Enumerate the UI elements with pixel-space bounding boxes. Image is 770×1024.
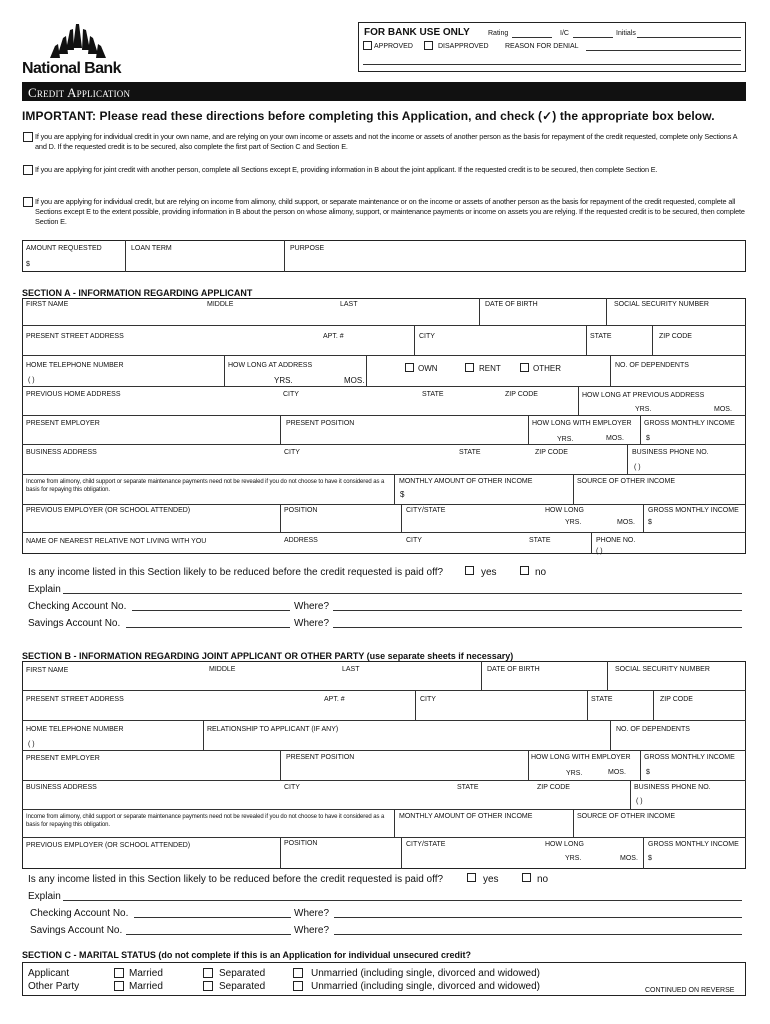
instruction-2: If you are applying for joint credit with another person, complete all Sections except E, providing information in B about the joint applicant. If the requested credit is to be secured, then complete Section E. (35, 165, 658, 174)
b-savings-where-label: Where? (294, 925, 330, 936)
relative-city-label[interactable]: CITY (406, 537, 422, 544)
rent-label: RENT (479, 364, 501, 373)
ic-line (573, 37, 613, 38)
bank-use-title: FOR BANK USE ONLY (364, 27, 470, 38)
prev-emp-mos: MOS. (617, 519, 635, 526)
other-separated-checkbox[interactable] (203, 981, 213, 991)
bus-zip-label[interactable]: ZIP CODE (535, 449, 568, 456)
b-prev-employer-label[interactable]: PREVIOUS EMPLOYER (OR SCHOOL ATTENDED) (26, 842, 191, 849)
dob-label[interactable]: DATE OF BIRTH (485, 301, 538, 308)
instruction-checkbox-2[interactable] (23, 165, 33, 175)
explain-label: Explain (28, 584, 61, 595)
divider (643, 504, 644, 532)
income-reduced-yes: yes (481, 567, 497, 578)
divider (22, 809, 746, 810)
prev-position-label[interactable]: POSITION (284, 507, 318, 514)
divider (22, 444, 746, 445)
divider (280, 750, 281, 780)
addr-yrs: YRS. (274, 376, 293, 385)
divider (528, 415, 529, 444)
prev-gross-label[interactable]: GROSS MONTHLY INCOME (648, 507, 739, 514)
divider (607, 661, 608, 690)
divider (22, 355, 746, 356)
divider (22, 415, 746, 416)
prev-how-long-label[interactable]: HOW LONG (545, 507, 584, 514)
title-banner (22, 82, 746, 101)
b-explain-label: Explain (28, 891, 61, 902)
b-checking-where-label: Where? (294, 908, 330, 919)
b-ssn-label[interactable]: SOCIAL SECURITY NUMBER (615, 666, 710, 673)
divider (606, 298, 607, 325)
b-source-other-label[interactable]: SOURCE OF OTHER INCOME (577, 813, 676, 820)
b-bus-state-label[interactable]: STATE (457, 784, 479, 791)
divider (280, 837, 281, 869)
b-income-reduced-question: Is any income listed in this Section likely to be reduced before the credit requested is paid off? (28, 874, 444, 885)
other-married-label: Married (129, 981, 163, 992)
income-reduced-no: no (535, 567, 547, 578)
b-prev-how-long-label[interactable]: HOW LONG (545, 841, 584, 848)
divider (640, 750, 641, 780)
b-savings-label: Savings Account No. (30, 925, 123, 936)
applicant-separated-label: Separated (219, 968, 266, 979)
income-reduced-question: Is any income listed in this Section likely to be reduced before the credit requested is paid off? (28, 567, 444, 578)
b-gross-dollar: $ (646, 769, 650, 776)
b-checking-label: Checking Account No. (30, 908, 129, 919)
divider (22, 750, 746, 751)
b-prev-city-state-label[interactable]: CITY/STATE (406, 841, 446, 848)
divider (394, 474, 395, 504)
bank-logo-icon (22, 22, 142, 62)
rating-label: Rating (488, 30, 509, 37)
home-phone-label[interactable]: HOME TELEPHONE NUMBER (26, 362, 124, 369)
initials-label: Initials (616, 30, 636, 37)
checking-where-label: Where? (294, 601, 330, 612)
b-prev-gross-dollar: $ (648, 855, 652, 862)
reason-line[interactable] (586, 50, 741, 51)
prev-mos: MOS. (714, 406, 732, 413)
b-income-reduced-no: no (537, 874, 549, 885)
b-apt-label[interactable]: APT. # (324, 696, 345, 703)
section-a-form (22, 298, 746, 554)
section-b-title: SECTION B - INFORMATION REGARDING JOINT APPLICANT OR OTHER PARTY (use separate sheets if necessary) (22, 651, 514, 661)
b-savings-field[interactable] (126, 934, 291, 935)
bank-use-line-2[interactable] (363, 64, 741, 65)
applicant-married-label: Married (129, 968, 163, 979)
divider (22, 504, 746, 505)
emp-mos: MOS. (606, 435, 624, 442)
street-label[interactable]: PRESENT STREET ADDRESS (26, 333, 124, 340)
monthly-other-label[interactable]: MONTHLY AMOUNT OF OTHER INCOME (399, 478, 533, 485)
savings-where-label: Where? (294, 618, 330, 629)
section-c-title: SECTION C - MARITAL STATUS (do not complete if this is an Application for individual unsecured credit? (22, 950, 472, 960)
amount-requested-label: AMOUNT REQUESTED (26, 245, 102, 252)
divider (652, 325, 653, 355)
b-street-label[interactable]: PRESENT STREET ADDRESS (26, 696, 124, 703)
b-relationship-label[interactable]: RELATIONSHIP TO APPLICANT (IF ANY) (207, 726, 339, 733)
b-position-label[interactable]: PRESENT POSITION (286, 754, 355, 761)
applicant-married-checkbox[interactable] (114, 968, 124, 978)
other-checkbox[interactable] (520, 363, 529, 372)
b-prev-emp-mos: MOS. (620, 855, 638, 862)
b-bus-zip-label[interactable]: ZIP CODE (537, 784, 570, 791)
savings-field[interactable] (126, 627, 290, 628)
b-last-label[interactable]: LAST (342, 666, 360, 673)
b-city-label[interactable]: CITY (420, 696, 436, 703)
relative-state-label[interactable]: STATE (529, 537, 551, 544)
disapproved-label: DISAPPROVED (438, 43, 489, 50)
own-checkbox[interactable] (405, 363, 414, 372)
how-long-address-label[interactable]: HOW LONG AT ADDRESS (228, 362, 313, 369)
relative-phone-paren: ( ) (596, 548, 603, 555)
bus-city-label[interactable]: CITY (284, 449, 300, 456)
b-middle-label[interactable]: MIDDLE (209, 666, 236, 673)
prev-state-label[interactable]: STATE (422, 391, 444, 398)
divider (414, 325, 415, 355)
b-savings-where-field[interactable] (334, 934, 742, 935)
applicant-separated-checkbox[interactable] (203, 968, 213, 978)
addr-mos: MOS. (344, 376, 365, 385)
b-checking-where-field[interactable] (334, 917, 742, 918)
other-unmarried-label: Unmarried (including single, divorced and widowed) (311, 981, 541, 992)
relative-phone-label[interactable]: PHONE NO. (596, 537, 636, 544)
approved-checkbox[interactable] (363, 41, 372, 50)
b-how-long-emp-label[interactable]: HOW LONG WITH EMPLOYER (531, 754, 631, 761)
bus-phone-paren: ( ) (634, 464, 641, 471)
bus-phone-label[interactable]: BUSINESS PHONE NO. (632, 449, 709, 456)
dependents-label[interactable]: NO. OF DEPENDENTS (615, 362, 689, 369)
prev-gross-dollar: $ (648, 519, 652, 526)
monthly-dollar: $ (400, 490, 405, 499)
b-business-address-label[interactable]: BUSINESS ADDRESS (26, 784, 97, 791)
middle-label[interactable]: MIDDLE (207, 301, 234, 308)
own-label: OWN (418, 364, 438, 373)
divider (366, 355, 367, 386)
divider (22, 474, 746, 475)
divider (479, 298, 480, 325)
divider (224, 355, 225, 386)
divider (415, 690, 416, 720)
instruction-1: If you are applying for individual credit in your own name, and are relying on your own income or assets and not the income or assets of another person as the basis for repayment of the credit requested, complete only Sections A and D. If the requested credit is to be secured, also complete the first part of Section C and Section E. (35, 132, 737, 151)
divider (643, 837, 644, 869)
divider (591, 532, 592, 554)
section-a-title: SECTION A - INFORMATION REGARDING APPLICANT (22, 288, 253, 298)
reason-label: REASON FOR DENIAL (505, 43, 579, 50)
divider (22, 690, 746, 691)
emp-yrs: YRS. (557, 436, 574, 443)
divider (22, 780, 746, 781)
savings-where-field[interactable] (333, 627, 742, 628)
divider (653, 690, 654, 720)
divider (401, 837, 402, 869)
b-bus-phone-label[interactable]: BUSINESS PHONE NO. (634, 784, 711, 791)
applicant-label: Applicant (28, 968, 70, 979)
divider (22, 720, 746, 721)
gross-income-label[interactable]: GROSS MONTHLY INCOME (644, 420, 735, 427)
bank-logo (22, 22, 142, 78)
b-prev-position-label[interactable]: POSITION (284, 840, 318, 847)
divider (22, 386, 746, 387)
divider (22, 837, 746, 838)
banner-title: Credit Application (28, 85, 131, 100)
prev-emp-yrs: YRS. (565, 519, 582, 526)
checking-where-field[interactable] (333, 610, 742, 611)
last-label[interactable]: LAST (340, 301, 358, 308)
b-emp-yrs: YRS. (566, 770, 583, 777)
prev-zip-label[interactable]: ZIP CODE (505, 391, 538, 398)
divider (280, 504, 281, 532)
applicant-unmarried-checkbox[interactable] (293, 968, 303, 978)
b-state-label[interactable]: STATE (591, 696, 613, 703)
b-bus-phone-paren: ( ) (636, 798, 643, 805)
b-dependents-label[interactable]: NO. OF DEPENDENTS (616, 726, 690, 733)
b-dob-label[interactable]: DATE OF BIRTH (487, 666, 540, 673)
apt-label[interactable]: APT. # (323, 333, 344, 340)
continued-on-reverse: CONTINUED ON REVERSE (645, 987, 735, 994)
approved-label: APPROVED (374, 43, 413, 50)
b-first-name-label[interactable]: FIRST NAME (26, 667, 69, 674)
rating-line (512, 37, 552, 38)
purpose-label: PURPOSE (290, 245, 325, 252)
b-income-reduced-yes-checkbox[interactable] (467, 873, 476, 882)
checking-field[interactable] (132, 610, 290, 611)
divider (610, 355, 611, 386)
divider (578, 386, 579, 415)
instruction-checkbox-3[interactable] (23, 197, 33, 207)
home-phone-paren: ( ) (28, 377, 35, 384)
b-alimony-note: Income from alimony, child support or separate maintenance payments need not be revealed if you do not choose to have it considered as a basis for repaying this obligation. (26, 814, 385, 828)
amount-dollar: $ (26, 261, 30, 268)
divider (587, 690, 588, 720)
instruction-checkbox-1[interactable] (23, 132, 33, 142)
other-separated-label: Separated (219, 981, 266, 992)
relative-label[interactable]: NAME OF NEAREST RELATIVE NOT LIVING WITH YOU (26, 538, 207, 545)
b-zip-label[interactable]: ZIP CODE (660, 696, 693, 703)
divider (125, 240, 126, 272)
b-checking-field[interactable] (134, 917, 291, 918)
prev-city-state-label[interactable]: CITY/STATE (406, 507, 446, 514)
b-home-phone-paren: ( ) (28, 741, 35, 748)
divider (22, 532, 746, 533)
divider (573, 474, 574, 504)
business-address-label[interactable]: BUSINESS ADDRESS (26, 449, 97, 456)
b-income-reduced-yes: yes (483, 874, 499, 885)
prev-employer-label[interactable]: PREVIOUS EMPLOYER (OR SCHOOL ATTENDED) (26, 507, 191, 514)
divider (610, 720, 611, 750)
relative-address-label[interactable]: ADDRESS (284, 537, 318, 544)
b-bus-city-label[interactable]: CITY (284, 784, 300, 791)
divider (630, 780, 631, 809)
ssn-label[interactable]: SOCIAL SECURITY NUMBER (614, 301, 709, 308)
position-label[interactable]: PRESENT POSITION (286, 420, 355, 427)
gross-dollar: $ (646, 435, 650, 442)
important-heading: IMPORTANT: Please read these directions before completing this Application, and check (✓) the appropriate box below. (22, 109, 715, 123)
prev-city-label[interactable]: CITY (283, 391, 299, 398)
b-prev-emp-yrs: YRS. (565, 855, 582, 862)
other-party-label: Other Party (28, 981, 80, 992)
savings-label: Savings Account No. (28, 618, 121, 629)
bus-state-label[interactable]: STATE (459, 449, 481, 456)
divider (627, 444, 628, 474)
b-employer-label[interactable]: PRESENT EMPLOYER (26, 755, 100, 762)
divider (280, 415, 281, 444)
b-explain-field[interactable] (63, 900, 742, 901)
explain-field[interactable] (63, 593, 742, 594)
b-prev-gross-label[interactable]: GROSS MONTHLY INCOME (648, 841, 739, 848)
loan-term-label: LOAN TERM (131, 245, 172, 252)
divider (640, 415, 641, 444)
source-other-label[interactable]: SOURCE OF OTHER INCOME (577, 478, 676, 485)
other-married-checkbox[interactable] (114, 981, 124, 991)
divider (481, 661, 482, 690)
alimony-note: Income from alimony, child support or separate maintenance payments need not be revealed if you do not choose to have it considered as a basis for repaying this obligation. (26, 479, 385, 493)
prev-home-label[interactable]: PREVIOUS HOME ADDRESS (26, 391, 121, 398)
divider (22, 325, 746, 326)
divider (586, 325, 587, 355)
how-long-emp-label[interactable]: HOW LONG WITH EMPLOYER (532, 420, 632, 427)
checking-label: Checking Account No. (28, 601, 127, 612)
rent-checkbox[interactable] (465, 363, 474, 372)
b-monthly-other-label[interactable]: MONTHLY AMOUNT OF OTHER INCOME (399, 813, 533, 820)
state-label[interactable]: STATE (590, 333, 612, 340)
divider (284, 240, 285, 272)
disapproved-checkbox[interactable] (424, 41, 433, 50)
divider (573, 809, 574, 837)
divider (203, 720, 204, 750)
applicant-unmarried-label: Unmarried (including single, divorced and widowed) (311, 968, 541, 979)
b-income-reduced-no-checkbox[interactable] (522, 873, 531, 882)
divider (394, 809, 395, 837)
divider (528, 750, 529, 780)
income-reduced-yes-checkbox[interactable] (465, 566, 474, 575)
other-unmarried-checkbox[interactable] (293, 981, 303, 991)
ic-label: I/C (560, 30, 569, 37)
first-name-label[interactable]: FIRST NAME (26, 301, 69, 308)
prev-yrs: YRS. (635, 406, 652, 413)
city-label[interactable]: CITY (419, 333, 435, 340)
employer-label[interactable]: PRESENT EMPLOYER (26, 420, 100, 427)
bank-name: National Bank (22, 60, 121, 77)
other-label: OTHER (533, 364, 561, 373)
income-reduced-no-checkbox[interactable] (520, 566, 529, 575)
divider (401, 504, 402, 532)
b-emp-mos: MOS. (608, 769, 626, 776)
how-long-prev-label[interactable]: HOW LONG AT PREVIOUS ADDRESS (582, 392, 705, 399)
zip-label[interactable]: ZIP CODE (659, 333, 692, 340)
b-gross-label[interactable]: GROSS MONTHLY INCOME (644, 754, 735, 761)
b-home-phone-label[interactable]: HOME TELEPHONE NUMBER (26, 726, 124, 733)
initials-line (637, 37, 741, 38)
instruction-3: If you are applying for individual credit, but are relying on income from alimony, child support, or separate maintenance or on the income or assets of another person as the basis for repayment of the credit requested, complete all Sections except E to the extent possible, providing information in B about the person on whose alimony, support, or maintenance payments or income on assets you are relying. If the requested credit is to be secured, then complete Section E. (35, 197, 745, 226)
